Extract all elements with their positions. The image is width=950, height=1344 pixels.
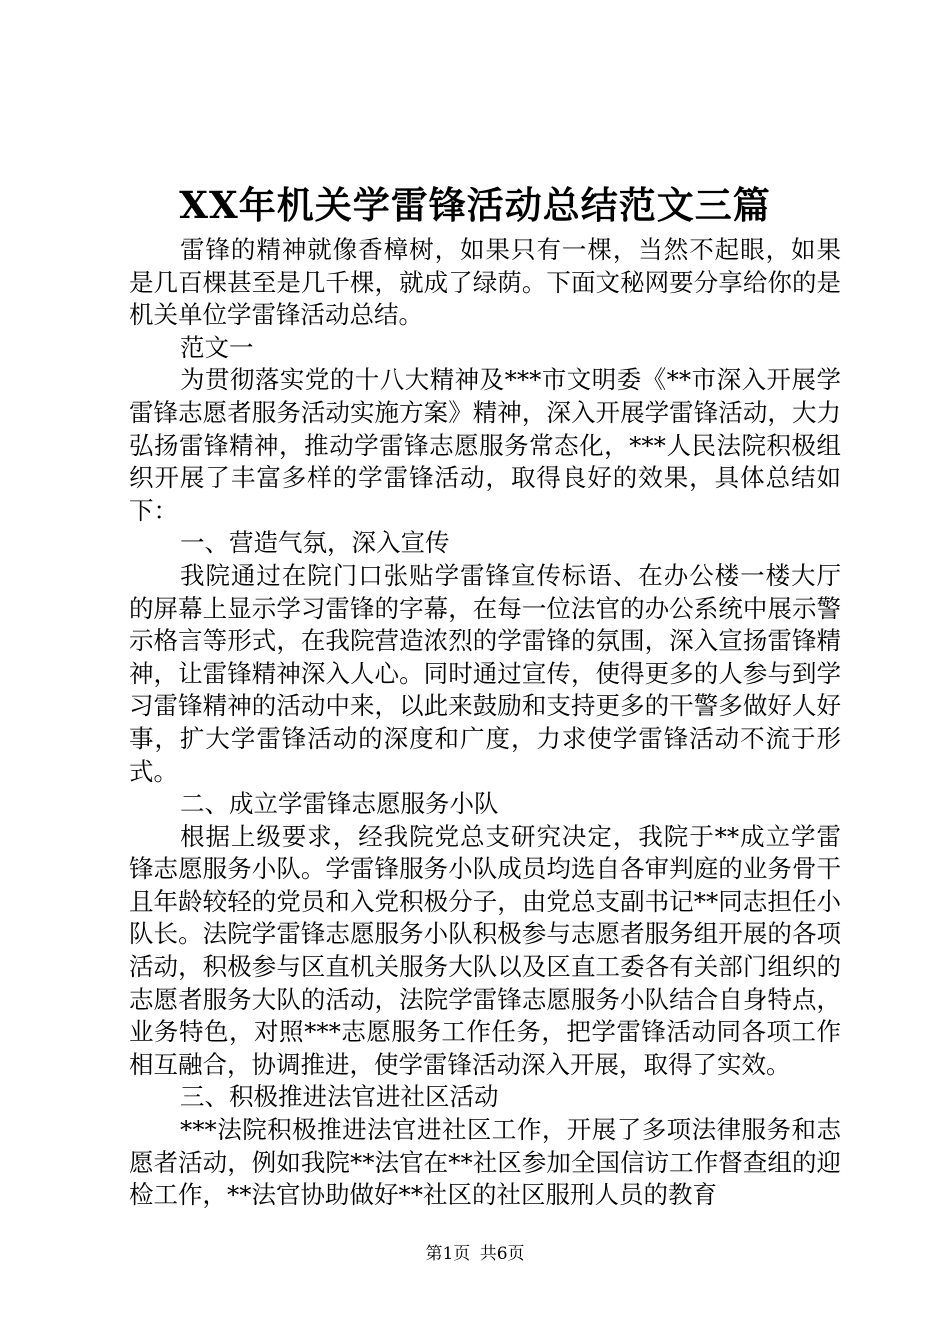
page-number: 第1页 <box>425 1244 471 1264</box>
document-title: XX年机关学雷锋活动总结范文三篇 <box>179 183 771 227</box>
body-paragraph: ***法院积极推进法官进社区工作，开展了多项法律服务和志愿者活动，例如我院**法官在**社区参加全国信访工作督查组的迎检工作，**法官协助做好**社区的社区服刑人员的教育 <box>129 1115 841 1210</box>
body-paragraph: 我院通过在院门口张贴学雷锋宣传标语、在办公楼一楼大厅的屏幕上显示学习雷锋的字幕，在每一位法官的办公系统中展示警示格言等形式，在我院营造浓烈的学雷锋的氛围，深入宣扬雷锋精神，让雷锋精神深入人心。同时通过宣传，使得更多的人参与到学习雷锋精神的活动中来，以此来鼓励和支持更多的干警多做好人好事，扩大学雷锋活动的深度和广度，力求使学雷锋活动不流于形式。 <box>129 560 841 786</box>
document-body <box>129 234 841 1212</box>
body-paragraph: 为贯彻落实党的十八大精神及***市文明委《**市深入开展学雷锋志愿者服务活动实施方案》精神，深入开展学雷锋活动，大力弘扬雷锋精神，推动学雷锋志愿服务常态化，***人民法院积极组织开展了丰富多样的学雷锋活动，取得良好的效果，具体总结如下： <box>129 365 841 525</box>
page-total: 共6页 <box>479 1244 525 1264</box>
section-heading: 三、积极推进法官进社区活动 <box>180 1082 499 1112</box>
body-paragraph: 根据上级要求，经我院党总支研究决定，我院于**成立学雷锋志愿服务小队。学雷锋服务小队成员均选自各审判庭的业务骨干且年龄较轻的党员和入党积极分子，由党总支副书记**同志担任小队长。法院学雷锋志愿服务小队积极参与志愿者服务组开展的各项活动，积极参与区直机关服务大队以及区直工委各有关部门组织的志愿者服务大队的活动，法院学雷锋志愿服务小队结合自身特点，业务特色，对照***志愿服务工作任务，把学雷锋活动同各项工作相互融合，协调推进，使学雷锋活动深入开展，取得了实效。 <box>129 821 841 1079</box>
section-heading: 一、营造气氛，深入宣传 <box>180 528 450 558</box>
section-heading: 二、成立学雷锋志愿服务小队 <box>180 789 499 819</box>
intro-paragraph: 雷锋的精神就像香樟树，如果只有一棵，当然不起眼，如果是几百棵甚至是几千棵，就成了绿荫。下面文秘网要分享给你的是机关单位学雷锋活动总结。 <box>129 235 841 330</box>
section-label: 范文一 <box>180 332 254 362</box>
page-footer <box>0 1242 950 1266</box>
